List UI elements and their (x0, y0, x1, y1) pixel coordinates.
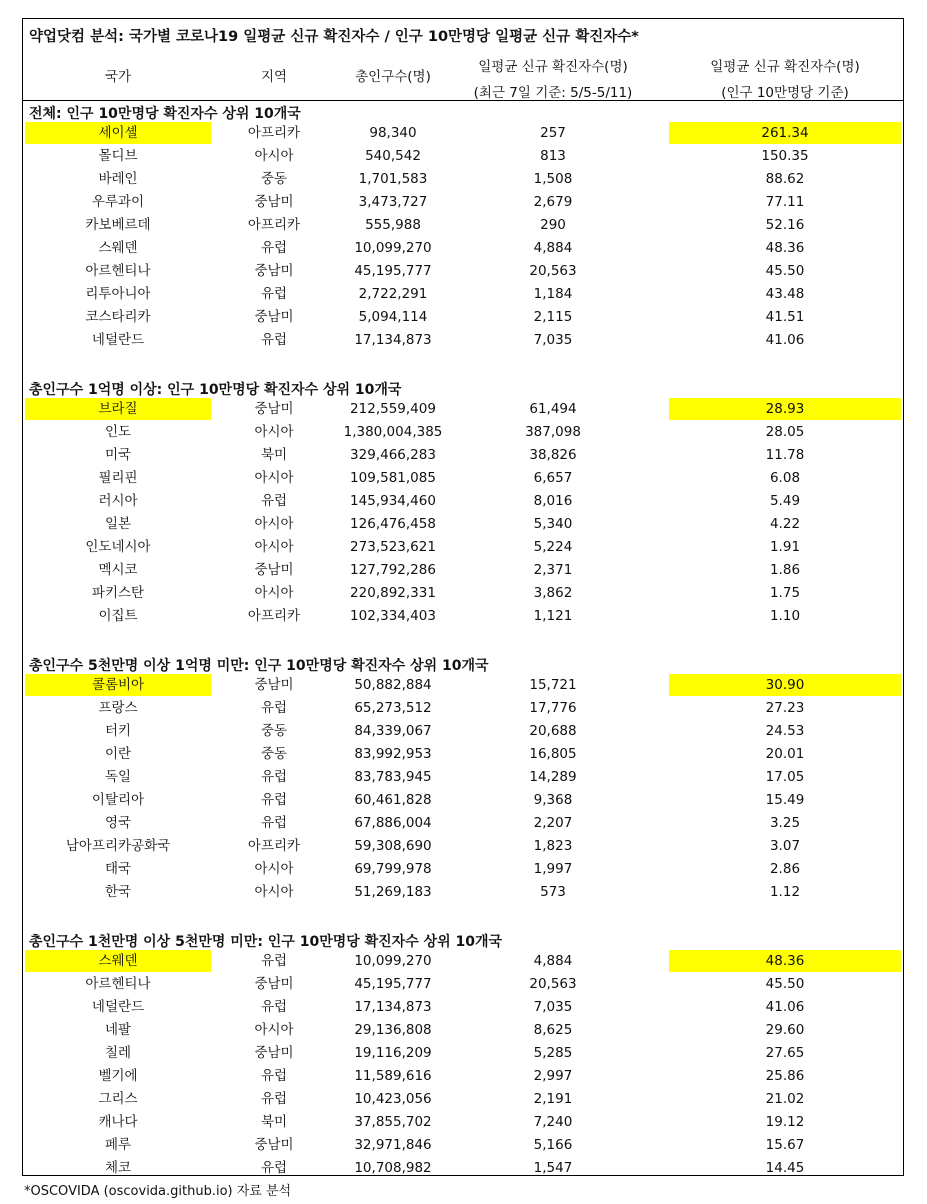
cell-population: 2,722,291 (358, 286, 428, 302)
cell-region: 중남미 (254, 1137, 294, 1153)
footnote: *OSCOVIDA (oscovida.github.io) 자료 분석 (24, 1184, 292, 1199)
cell-population: 59,308,690 (354, 838, 432, 854)
cell-per100k: 1.91 (769, 539, 801, 555)
cell-country: 인도 (104, 424, 132, 440)
cell-population: 17,134,873 (354, 999, 432, 1015)
cell-per100k: 6.08 (769, 470, 801, 486)
cell-country: 네팔 (104, 1022, 132, 1038)
header-country: 국가 (104, 69, 132, 85)
cell-country: 네덜란드 (91, 999, 145, 1015)
cell-per100k: 1.12 (769, 884, 801, 900)
cell-daily: 6,657 (533, 470, 573, 486)
cell-region: 아시아 (254, 1022, 294, 1038)
table-row (23, 697, 903, 720)
table-title: 약업닷컴 분석: 국가별 코로나19 일평균 신규 확진자수 / 인구 10만명당 일평균 신규 확진자수* (29, 29, 639, 45)
cell-population: 51,269,183 (354, 884, 432, 900)
cell-population: 19,116,209 (354, 1045, 432, 1061)
cell-daily: 290 (540, 217, 566, 233)
cell-daily: 3,862 (533, 585, 573, 601)
cell-country: 터키 (104, 723, 132, 739)
cell-population: 5,094,114 (358, 309, 428, 325)
cell-population: 10,099,270 (354, 240, 432, 256)
cell-country: 코스타리카 (85, 309, 151, 325)
cell-per100k: 27.23 (765, 700, 805, 716)
table-row (23, 720, 903, 743)
cell-region: 아프리카 (247, 838, 301, 854)
table-row (23, 1065, 903, 1088)
cell-per100k: 48.36 (765, 240, 805, 256)
cell-region: 아시아 (254, 148, 294, 164)
cell-population: 17,134,873 (354, 332, 432, 348)
table-row (23, 950, 903, 973)
cell-region: 중남미 (254, 263, 294, 279)
cell-per100k: 88.62 (765, 171, 805, 187)
cell-region: 북미 (260, 447, 288, 463)
cell-region: 아시아 (254, 861, 294, 877)
cell-population: 29,136,808 (354, 1022, 432, 1038)
cell-daily: 8,016 (533, 493, 573, 509)
cell-per100k: 41.51 (765, 309, 805, 325)
header-divider (23, 100, 903, 101)
cell-per100k: 24.53 (765, 723, 805, 739)
table-row (23, 789, 903, 812)
cell-per100k: 27.65 (765, 1045, 805, 1061)
cell-population: 1,380,004,385 (343, 424, 443, 440)
cell-population: 83,992,953 (354, 746, 432, 762)
table-row (23, 490, 903, 513)
cell-daily: 15,721 (529, 677, 577, 693)
table-row (23, 858, 903, 881)
cell-per100k: 15.67 (765, 1137, 805, 1153)
cell-daily: 7,035 (533, 999, 573, 1015)
cell-daily: 573 (540, 884, 566, 900)
cell-per100k: 1.75 (769, 585, 801, 601)
cell-country: 세이셸 (25, 122, 211, 144)
cell-per100k: 150.35 (761, 148, 809, 164)
table-row (23, 398, 903, 421)
cell-daily: 2,371 (533, 562, 573, 578)
cell-region: 아시아 (254, 516, 294, 532)
cell-region: 유럽 (260, 493, 288, 509)
cell-daily: 2,679 (533, 194, 573, 210)
table-row (23, 421, 903, 444)
cell-per100k: 21.02 (765, 1091, 805, 1107)
cell-region: 아시아 (254, 884, 294, 900)
cell-region: 유럽 (260, 332, 288, 348)
cell-population: 65,273,512 (354, 700, 432, 716)
cell-country: 그리스 (98, 1091, 138, 1107)
cell-region: 중남미 (254, 309, 294, 325)
table-row (23, 168, 903, 191)
cell-per100k: 43.48 (765, 286, 805, 302)
cell-region: 유럽 (260, 700, 288, 716)
cell-population: 69,799,978 (354, 861, 432, 877)
table-row (23, 973, 903, 996)
cell-daily: 14,289 (529, 769, 577, 785)
cell-country: 체코 (104, 1160, 132, 1176)
table-row (23, 674, 903, 697)
table-row (23, 766, 903, 789)
cell-daily: 5,285 (533, 1045, 573, 1061)
cell-country: 프랑스 (98, 700, 138, 716)
cell-per100k: 2.86 (769, 861, 801, 877)
cell-country: 몰디브 (98, 148, 138, 164)
table-row (23, 559, 903, 582)
cell-population: 10,099,270 (354, 953, 432, 969)
cell-country: 아르헨티나 (85, 263, 151, 279)
cell-daily: 20,563 (529, 976, 577, 992)
cell-region: 아시아 (254, 424, 294, 440)
cell-country: 리투아니아 (85, 286, 151, 302)
cell-per100k: 19.12 (765, 1114, 805, 1130)
cell-daily: 4,884 (533, 240, 573, 256)
cell-region: 아시아 (254, 585, 294, 601)
cell-per100k: 1.86 (769, 562, 801, 578)
cell-population: 540,542 (365, 148, 421, 164)
table-row (23, 145, 903, 168)
cell-per100k: 14.45 (765, 1160, 805, 1176)
table-row (23, 996, 903, 1019)
cell-country: 우루과이 (91, 194, 145, 210)
table-row (23, 812, 903, 835)
cell-per100k: 45.50 (765, 263, 805, 279)
cell-per100k: 28.05 (765, 424, 805, 440)
cell-country: 미국 (104, 447, 132, 463)
cell-daily: 1,184 (533, 286, 573, 302)
cell-country: 러시아 (98, 493, 138, 509)
cell-country: 인도네시아 (85, 539, 151, 555)
cell-per100k: 30.90 (669, 674, 901, 696)
cell-population: 45,195,777 (354, 263, 432, 279)
cell-region: 유럽 (260, 953, 288, 969)
table-row (23, 743, 903, 766)
cell-per100k: 5.49 (769, 493, 801, 509)
cell-population: 50,882,884 (354, 677, 432, 693)
table-row (23, 513, 903, 536)
cell-daily: 38,826 (529, 447, 577, 463)
cell-country: 멕시코 (98, 562, 138, 578)
table-row (23, 881, 903, 904)
table-row (23, 283, 903, 306)
table-row (23, 260, 903, 283)
cell-region: 유럽 (260, 815, 288, 831)
cell-per100k: 77.11 (765, 194, 805, 210)
table-row (23, 467, 903, 490)
cell-region: 중동 (260, 171, 288, 187)
cell-country: 아르헨티나 (85, 976, 151, 992)
table-row (23, 1088, 903, 1111)
cell-region: 유럽 (260, 240, 288, 256)
cell-region: 유럽 (260, 999, 288, 1015)
section-title: 총인구수 5천만명 이상 1억명 미만: 인구 10만명당 확진자수 상위 10개국 (29, 658, 489, 674)
table-row (23, 536, 903, 559)
cell-country: 네덜란드 (91, 332, 145, 348)
cell-daily: 9,368 (533, 792, 573, 808)
cell-daily: 5,340 (533, 516, 573, 532)
table-row (23, 1042, 903, 1065)
cell-population: 212,559,409 (350, 401, 436, 417)
cell-population: 37,855,702 (354, 1114, 432, 1130)
cell-per100k: 1.10 (769, 608, 801, 624)
cell-per100k: 4.22 (769, 516, 801, 532)
cell-country: 필리핀 (98, 470, 138, 486)
cell-population: 11,589,616 (354, 1068, 432, 1084)
cell-region: 중동 (260, 723, 288, 739)
cell-population: 10,423,056 (354, 1091, 432, 1107)
cell-country: 캐나다 (98, 1114, 138, 1130)
cell-per100k: 52.16 (765, 217, 805, 233)
cell-region: 중남미 (254, 1045, 294, 1061)
cell-country: 스웨덴 (25, 950, 211, 972)
cell-country: 남아프리카공화국 (65, 838, 171, 854)
section-title: 전체: 인구 10만명당 확진자수 상위 10개국 (29, 106, 301, 122)
cell-region: 중남미 (254, 677, 294, 693)
cell-daily: 7,035 (533, 332, 573, 348)
cell-daily: 387,098 (525, 424, 581, 440)
cell-daily: 2,191 (533, 1091, 573, 1107)
cell-region: 아시아 (254, 470, 294, 486)
cell-region: 중남미 (254, 401, 294, 417)
cell-population: 126,476,458 (350, 516, 436, 532)
cell-country: 페루 (104, 1137, 132, 1153)
cell-region: 아프리카 (247, 125, 301, 141)
cell-country: 벨기에 (98, 1068, 138, 1084)
cell-country: 한국 (104, 884, 132, 900)
cell-daily: 5,224 (533, 539, 573, 555)
cell-region: 북미 (260, 1114, 288, 1130)
header-per100k-line1: 일평균 신규 확진자수(명) (710, 59, 860, 75)
cell-per100k: 48.36 (669, 950, 901, 972)
cell-daily: 1,508 (533, 171, 573, 187)
data-table-sheet (22, 18, 904, 1176)
table-row (23, 1157, 903, 1180)
cell-per100k: 41.06 (765, 332, 805, 348)
cell-region: 아프리카 (247, 608, 301, 624)
table-row (23, 1111, 903, 1134)
cell-region: 아시아 (254, 539, 294, 555)
cell-country: 일본 (104, 516, 132, 532)
table-row (23, 582, 903, 605)
cell-country: 독일 (104, 769, 132, 785)
cell-population: 102,334,403 (350, 608, 436, 624)
cell-daily: 257 (540, 125, 566, 141)
header-population: 총인구수(명) (355, 69, 431, 85)
header-daily-line1: 일평균 신규 확진자수(명) (478, 59, 628, 75)
cell-per100k: 25.86 (765, 1068, 805, 1084)
section-title: 총인구수 1억명 이상: 인구 10만명당 확진자수 상위 10개국 (29, 382, 402, 398)
cell-daily: 1,121 (533, 608, 573, 624)
cell-region: 유럽 (260, 792, 288, 808)
cell-country: 콜롬비아 (25, 674, 211, 696)
cell-daily: 813 (540, 148, 566, 164)
table-row (23, 329, 903, 352)
cell-country: 칠레 (104, 1045, 132, 1061)
table-row (23, 214, 903, 237)
cell-country: 파키스탄 (91, 585, 145, 601)
cell-region: 중동 (260, 746, 288, 762)
cell-country: 이란 (104, 746, 132, 762)
cell-per100k: 3.25 (769, 815, 801, 831)
header-per100k-line2: (인구 10만명당 기준) (721, 85, 849, 101)
cell-population: 329,466,283 (350, 447, 436, 463)
cell-country: 바레인 (98, 171, 138, 187)
cell-population: 67,886,004 (354, 815, 432, 831)
cell-population: 45,195,777 (354, 976, 432, 992)
cell-population: 98,340 (369, 125, 417, 141)
cell-population: 84,339,067 (354, 723, 432, 739)
cell-daily: 8,625 (533, 1022, 573, 1038)
cell-country: 이탈리아 (91, 792, 145, 808)
table-row (23, 1019, 903, 1042)
cell-region: 유럽 (260, 286, 288, 302)
cell-per100k: 17.05 (765, 769, 805, 785)
cell-per100k: 29.60 (765, 1022, 805, 1038)
cell-per100k: 261.34 (669, 122, 901, 144)
cell-country: 영국 (104, 815, 132, 831)
cell-population: 127,792,286 (350, 562, 436, 578)
cell-population: 1,701,583 (358, 171, 428, 187)
table-row (23, 444, 903, 467)
cell-daily: 20,563 (529, 263, 577, 279)
header-daily-line2: (최근 7일 기준: 5/5-5/11) (473, 85, 633, 101)
cell-population: 32,971,846 (354, 1137, 432, 1153)
cell-daily: 17,776 (529, 700, 577, 716)
cell-per100k: 15.49 (765, 792, 805, 808)
cell-population: 145,934,460 (350, 493, 436, 509)
cell-region: 중남미 (254, 562, 294, 578)
table-row (23, 605, 903, 628)
cell-country: 카보베르데 (85, 217, 151, 233)
cell-population: 220,892,331 (350, 585, 436, 601)
cell-daily: 1,547 (533, 1160, 573, 1176)
cell-region: 유럽 (260, 769, 288, 785)
cell-daily: 1,823 (533, 838, 573, 854)
cell-region: 유럽 (260, 1091, 288, 1107)
cell-daily: 2,115 (533, 309, 573, 325)
cell-per100k: 28.93 (669, 398, 901, 420)
cell-per100k: 3.07 (769, 838, 801, 854)
cell-per100k: 11.78 (765, 447, 805, 463)
cell-population: 555,988 (365, 217, 421, 233)
table-row (23, 237, 903, 260)
section-title: 총인구수 1천만명 이상 5천만명 미만: 인구 10만명당 확진자수 상위 10개국 (29, 934, 503, 950)
cell-population: 109,581,085 (350, 470, 436, 486)
cell-population: 3,473,727 (358, 194, 428, 210)
cell-region: 유럽 (260, 1068, 288, 1084)
cell-daily: 2,997 (533, 1068, 573, 1084)
cell-population: 60,461,828 (354, 792, 432, 808)
cell-region: 유럽 (260, 1160, 288, 1176)
table-row (23, 1134, 903, 1157)
cell-per100k: 41.06 (765, 999, 805, 1015)
cell-country: 스웨덴 (98, 240, 138, 256)
cell-region: 중남미 (254, 976, 294, 992)
cell-daily: 5,166 (533, 1137, 573, 1153)
cell-region: 중남미 (254, 194, 294, 210)
cell-daily: 61,494 (529, 401, 577, 417)
cell-daily: 7,240 (533, 1114, 573, 1130)
table-row (23, 306, 903, 329)
cell-daily: 16,805 (529, 746, 577, 762)
table-row (23, 191, 903, 214)
cell-country: 이집트 (98, 608, 138, 624)
cell-region: 아프리카 (247, 217, 301, 233)
header-region: 지역 (260, 69, 288, 85)
cell-population: 273,523,621 (350, 539, 436, 555)
cell-daily: 1,997 (533, 861, 573, 877)
cell-daily: 2,207 (533, 815, 573, 831)
cell-country: 브라질 (25, 398, 211, 420)
cell-country: 태국 (104, 861, 132, 877)
cell-daily: 4,884 (533, 953, 573, 969)
cell-per100k: 45.50 (765, 976, 805, 992)
table-row (23, 122, 903, 145)
cell-population: 10,708,982 (354, 1160, 432, 1176)
table-row (23, 835, 903, 858)
cell-daily: 20,688 (529, 723, 577, 739)
cell-population: 83,783,945 (354, 769, 432, 785)
cell-per100k: 20.01 (765, 746, 805, 762)
